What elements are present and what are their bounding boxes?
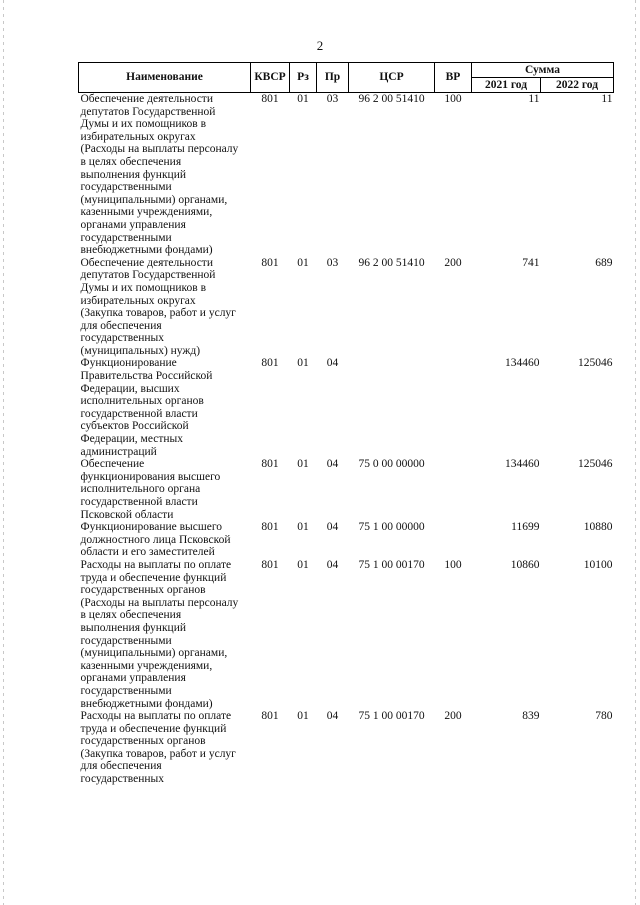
name-line: администраций bbox=[80, 445, 157, 458]
name-line: (Закупка товаров, работ и услуг bbox=[80, 307, 236, 320]
name-line: труда и обеспечение функций bbox=[80, 571, 227, 584]
table-row bbox=[79, 93, 614, 257]
name-line: Федерации, местных bbox=[80, 433, 183, 446]
cell-rz: 01 bbox=[297, 710, 309, 723]
cell-amount-2022: 689 bbox=[595, 256, 613, 269]
cell-amount-2021: 839 bbox=[522, 710, 540, 723]
header-kvsr: КВСР bbox=[251, 63, 290, 93]
name-line: для обеспечения bbox=[80, 760, 162, 773]
cell-vr bbox=[435, 357, 472, 458]
cell-kvsr: 801 bbox=[261, 357, 279, 370]
name-line: субъектов Российской bbox=[80, 420, 189, 433]
cell-amount-2021: 11 bbox=[528, 93, 540, 105]
cell-vr bbox=[435, 458, 472, 521]
page-number: 2 bbox=[316, 38, 324, 53]
cell-kvsr: 801 bbox=[261, 521, 279, 534]
name-line: государственных органов bbox=[80, 584, 206, 597]
name-line: депутатов Государственной bbox=[80, 105, 216, 118]
cell-csr bbox=[349, 357, 435, 458]
name-line: Функционирование высшего bbox=[80, 521, 223, 534]
scan-right-edge bbox=[635, 0, 636, 905]
name-line: Обеспечение деятельности bbox=[80, 93, 213, 105]
name-line: Функционирование bbox=[80, 357, 177, 370]
cell-vr: 200 bbox=[444, 256, 462, 269]
table-row bbox=[79, 458, 614, 521]
cell-amount-2021: 741 bbox=[522, 256, 540, 269]
cell-csr: 96 2 00 51410 bbox=[358, 93, 425, 105]
name-line: (муниципальными) органами, bbox=[80, 647, 228, 660]
name-line: государственных bbox=[80, 332, 165, 345]
name-line: казенными учреждениями, bbox=[80, 206, 213, 219]
cell-name bbox=[79, 357, 251, 458]
name-line: избирательных округах bbox=[80, 294, 196, 307]
cell-rz: 01 bbox=[297, 558, 309, 571]
table-row bbox=[79, 559, 614, 710]
cell-csr: 75 1 00 00170 bbox=[358, 558, 425, 571]
header-vr: ВР bbox=[435, 63, 472, 93]
cell-pr: 04 bbox=[326, 710, 339, 723]
name-line: депутатов Государственной bbox=[80, 269, 216, 282]
cell-rz: 01 bbox=[297, 93, 309, 105]
name-line: внебюджетными фондами) bbox=[80, 697, 213, 710]
name-line: Расходы на выплаты по оплате bbox=[80, 558, 232, 571]
cell-amount-2022: 11 bbox=[601, 93, 613, 105]
cell-name bbox=[79, 458, 251, 521]
name-line: государственными bbox=[80, 634, 172, 647]
header-sum: Сумма bbox=[472, 63, 614, 78]
name-line: государственными bbox=[80, 684, 172, 697]
name-line: Обеспечение bbox=[80, 458, 145, 471]
cell-name bbox=[79, 257, 251, 358]
cell-amount-2021: 134460 bbox=[505, 458, 540, 471]
table-row bbox=[79, 257, 614, 358]
header-csr: ЦСР bbox=[349, 63, 435, 93]
table-row bbox=[79, 357, 614, 458]
cell-pr: 03 bbox=[326, 256, 339, 269]
name-line: органами управления bbox=[80, 672, 186, 685]
name-line: функционирования высшего bbox=[80, 470, 221, 483]
cell-amount-2022: 125046 bbox=[578, 357, 613, 370]
cell-csr: 75 1 00 00000 bbox=[358, 521, 425, 534]
name-line: органами управления bbox=[80, 218, 186, 231]
cell-vr: 200 bbox=[444, 710, 462, 723]
cell-name bbox=[79, 521, 251, 559]
cell-kvsr: 801 bbox=[261, 256, 279, 269]
cell-vr bbox=[435, 521, 472, 559]
name-line: исполнительного органа bbox=[80, 483, 201, 496]
table-row bbox=[79, 710, 614, 786]
name-line: (Закупка товаров, работ и услуг bbox=[80, 747, 236, 760]
name-line: Расходы на выплаты по оплате bbox=[80, 710, 232, 723]
name-line: казенными учреждениями, bbox=[80, 659, 213, 672]
header-year-2022: 2022 год bbox=[541, 78, 614, 93]
cell-rz: 01 bbox=[297, 256, 309, 269]
cell-pr: 03 bbox=[326, 93, 339, 105]
cell-amount-2021: 11699 bbox=[511, 521, 540, 534]
cell-name bbox=[79, 559, 251, 710]
name-line: области и его заместителей bbox=[80, 546, 215, 559]
cell-kvsr: 801 bbox=[261, 458, 279, 471]
cell-pr: 04 bbox=[326, 458, 339, 471]
table-header bbox=[79, 63, 614, 93]
cell-pr: 04 bbox=[326, 521, 339, 534]
name-line: труда и обеспечение функций bbox=[80, 722, 227, 735]
header-pr: Пр bbox=[317, 63, 349, 93]
table-body bbox=[79, 93, 614, 786]
name-line: государственными bbox=[80, 231, 172, 244]
name-line: Псковской области bbox=[80, 508, 174, 521]
name-line: в целях обеспечения bbox=[80, 155, 182, 168]
cell-kvsr: 801 bbox=[261, 710, 279, 723]
cell-amount-2022: 10880 bbox=[583, 521, 613, 534]
name-line: (муниципальными) органами, bbox=[80, 193, 228, 206]
header-rz: Рз bbox=[290, 63, 317, 93]
name-line: избирательных округах bbox=[80, 130, 196, 143]
cell-rz: 01 bbox=[297, 357, 309, 370]
name-line: (Расходы на выплаты персоналу bbox=[80, 596, 239, 609]
name-line: исполнительных органов bbox=[80, 395, 204, 408]
cell-vr: 100 bbox=[444, 558, 462, 571]
cell-kvsr: 801 bbox=[261, 93, 279, 105]
cell-name bbox=[79, 93, 251, 257]
cell-pr: 04 bbox=[326, 558, 339, 571]
cell-kvsr: 801 bbox=[261, 558, 279, 571]
name-line: государственной власти bbox=[80, 496, 198, 508]
cell-vr: 100 bbox=[444, 93, 462, 105]
header-name: Наименование bbox=[79, 63, 251, 93]
cell-amount-2022: 125046 bbox=[578, 458, 613, 471]
budget-table bbox=[78, 62, 614, 786]
name-line: выполнения функций bbox=[80, 168, 186, 181]
cell-amount-2022: 780 bbox=[595, 710, 613, 723]
cell-rz: 01 bbox=[297, 521, 309, 534]
header-year-2021: 2021 год bbox=[472, 78, 541, 93]
name-line: выполнения функций bbox=[80, 621, 186, 634]
cell-csr: 96 2 00 51410 bbox=[358, 256, 425, 269]
cell-amount-2021: 10860 bbox=[510, 558, 540, 571]
table-row bbox=[79, 521, 614, 559]
name-line: в целях обеспечения bbox=[80, 609, 182, 622]
name-line: Думы и их помощников в bbox=[80, 118, 206, 131]
scan-left-edge bbox=[3, 0, 4, 905]
name-line: государственных органов bbox=[80, 735, 206, 748]
name-line: государственными bbox=[80, 181, 172, 194]
name-line: (Расходы на выплаты персоналу bbox=[80, 143, 239, 156]
name-line: Обеспечение деятельности bbox=[80, 256, 213, 269]
cell-csr: 75 0 00 00000 bbox=[358, 458, 425, 471]
cell-amount-2021: 134460 bbox=[505, 357, 540, 370]
cell-rz: 01 bbox=[297, 458, 309, 471]
name-line: Правительства Российской bbox=[80, 370, 213, 383]
name-line: для обеспечения bbox=[80, 319, 162, 332]
name-line: должностного лица Псковской bbox=[80, 533, 231, 546]
cell-csr: 75 1 00 00170 bbox=[358, 710, 425, 723]
name-line: государственных bbox=[80, 773, 165, 786]
name-line: (муниципальных) нужд) bbox=[80, 344, 201, 357]
name-line: государственной власти bbox=[80, 407, 198, 420]
cell-amount-2022: 10100 bbox=[583, 558, 613, 571]
cell-pr: 04 bbox=[326, 357, 339, 370]
name-line: Думы и их помощников в bbox=[80, 281, 206, 294]
cell-name bbox=[79, 710, 251, 786]
name-line: Федерации, высших bbox=[80, 382, 180, 395]
name-line: внебюджетными фондами) bbox=[80, 244, 213, 257]
